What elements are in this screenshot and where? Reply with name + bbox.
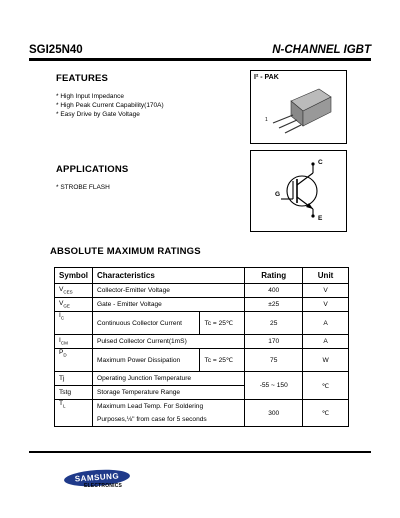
row-characteristic: Pulsed Collector Current(1mS) (92, 335, 244, 349)
row-rating: 170 (245, 335, 303, 349)
header-rating: Rating (245, 268, 303, 284)
feature-item: * High Peak Current Capability(170A) (56, 102, 164, 109)
row-characteristic: Collector-Emitter Voltage (92, 284, 244, 298)
table-header-row (55, 268, 349, 284)
row-characteristic-line2: Purposes,⅛" from case for 5 seconds (96, 416, 207, 423)
row-characteristic-line1: Maximum Lead Temp. For Soldering (96, 403, 204, 410)
footer-rule (29, 451, 371, 453)
ratings-title: ABSOLUTE MAXIMUM RATINGS (50, 246, 201, 257)
row-symbol: Tj (55, 372, 93, 386)
features-list (56, 92, 164, 119)
row-unit: V (303, 298, 349, 312)
row-unit: W (303, 349, 349, 372)
part-number: SGI25N40 (29, 44, 83, 56)
package-drawing (251, 71, 346, 143)
row-unit: V (303, 284, 349, 298)
applications-title: APPLICATIONS (56, 164, 129, 175)
table-row (55, 298, 349, 312)
row-rating: -55 ~ 150 (245, 372, 303, 400)
table-row (55, 284, 349, 298)
row-unit: ℃ (303, 400, 349, 427)
features-title: FEATURES (56, 73, 109, 84)
row-rating: ±25 (245, 298, 303, 312)
samsung-logo: SAMSUNG (64, 468, 131, 489)
gate-label: G (275, 191, 281, 198)
table-row (55, 372, 349, 386)
row-symbol: $V_{CES}$ (55, 284, 93, 298)
samsung-logo-sub: ELECTRONICS (84, 483, 123, 489)
row-condition: Tc = 25℃ (200, 349, 245, 372)
row-characteristic: Continuous Collector Current (92, 312, 200, 335)
row-condition: Tc = 25℃ (200, 312, 245, 335)
row-rating: 400 (245, 284, 303, 298)
package-label: I² - PAK (254, 74, 279, 81)
igbt-symbol (251, 151, 346, 231)
row-characteristic: Operating Junction Temperature (92, 372, 244, 386)
device-type: N-CHANNEL IGBT (272, 44, 371, 56)
table-row (55, 312, 349, 335)
application-item: * STROBE FLASH (56, 184, 110, 191)
table-row (55, 400, 349, 427)
ratings-table (54, 267, 349, 427)
row-symbol: $V_{GE}$ (55, 298, 93, 312)
collector-label: C (318, 159, 323, 166)
row-symbol: $P_D$ (55, 349, 93, 372)
feature-item: * Easy Drive by Gate Voltage (56, 111, 140, 118)
header-characteristics: Characteristics (92, 268, 244, 284)
row-symbol: Tstg (55, 386, 93, 400)
row-rating: 25 (245, 312, 303, 335)
row-unit: A (303, 312, 349, 335)
pin-label: 1 (265, 117, 268, 123)
package-box (250, 70, 347, 144)
header-unit: Unit (303, 268, 349, 284)
row-unit: A (303, 335, 349, 349)
feature-item: * High Input Impedance (56, 93, 124, 100)
row-symbol: $T_L$ (55, 400, 93, 427)
row-characteristic: Gate - Emitter Voltage (92, 298, 244, 312)
row-characteristic (92, 400, 244, 427)
row-rating: 75 (245, 349, 303, 372)
header-symbol: Symbol (55, 268, 93, 284)
emitter-label: E (318, 215, 323, 222)
row-symbol: $I_C$ (55, 312, 93, 335)
row-characteristic: Storage Temperature Range (92, 386, 244, 400)
row-characteristic: Maximum Power Dissipation (92, 349, 200, 372)
row-unit: ℃ (303, 372, 349, 400)
row-symbol: $I_{CM}$ (55, 335, 93, 349)
table-row (55, 349, 349, 372)
header-rule (29, 58, 371, 61)
igbt-symbol-box (250, 150, 347, 232)
row-rating: 300 (245, 400, 303, 427)
table-row (55, 335, 349, 349)
